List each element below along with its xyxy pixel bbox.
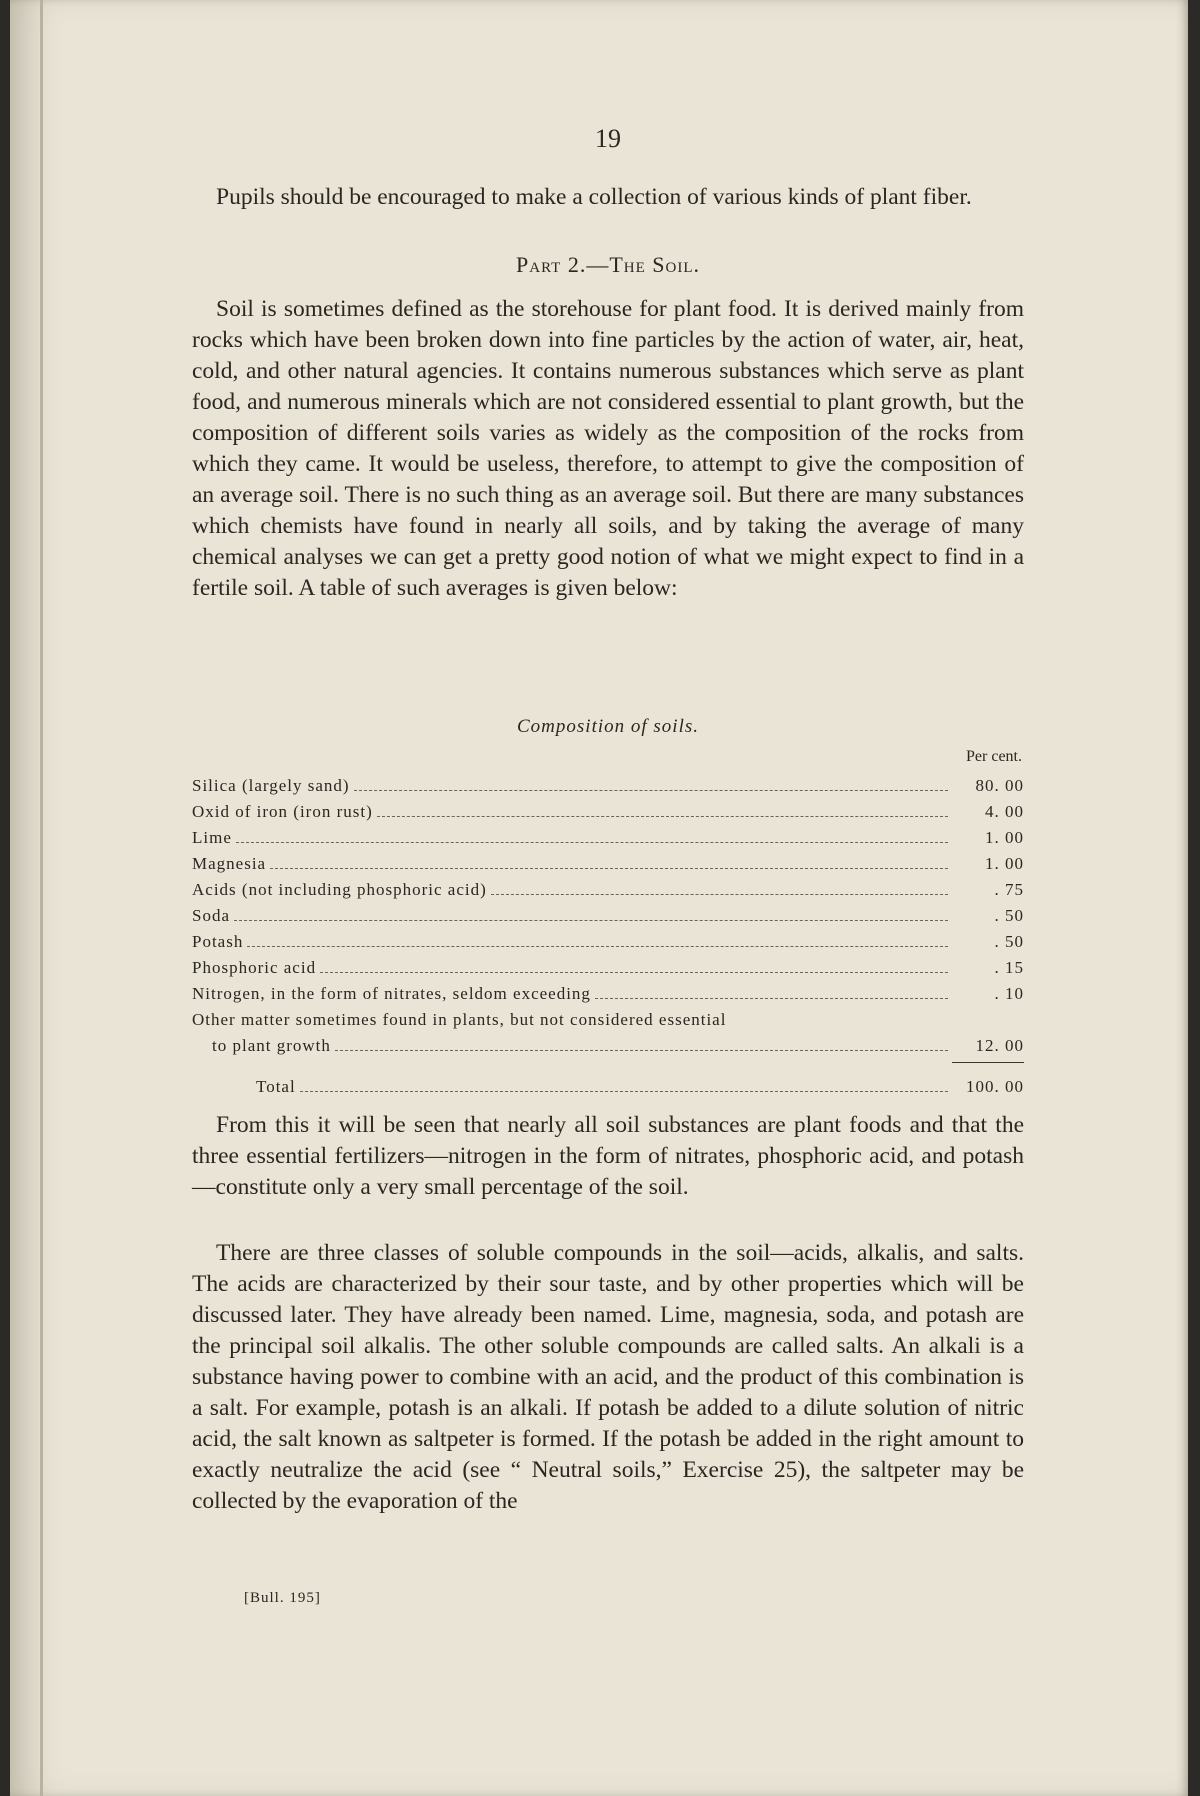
leader-dots: [320, 971, 948, 973]
row-label: Potash: [192, 932, 244, 951]
row-label: Lime: [192, 828, 232, 847]
section-heading: Part 2.—The Soil.: [516, 252, 700, 277]
row-label: Silica (largely sand): [192, 776, 350, 795]
row-label: Phosphoric acid: [192, 958, 317, 977]
leader-dots: [234, 919, 948, 921]
binding-gutter: [40, 0, 43, 1796]
table-caption: Composition of soils.: [517, 716, 699, 737]
row-value: . 50: [994, 906, 1024, 925]
row-label: Magnesia: [192, 854, 267, 873]
fertilizer-paragraph: From this it will be seen that nearly all soil substances are plant foods and that the three essential fertilizers—nitrogen in the form of nitrates, phosphoric acid, and potash—constitute only a very small percentage of the soil.: [192, 1112, 1024, 1200]
book-page: [10, 0, 1188, 1796]
intro-paragraph: Pupils should be encouraged to make a collection of various kinds of plant fiber.: [216, 184, 972, 210]
row-value: 12. 00: [975, 1036, 1024, 1055]
row-label: Oxid of iron (iron rust): [192, 802, 373, 821]
composition-table: [192, 716, 1024, 1097]
row-value: 80. 00: [975, 776, 1024, 795]
leader-dots: [595, 997, 948, 999]
row-label: Nitrogen, in the form of nitrates, seldom exceeding: [192, 984, 591, 1003]
table-row: [192, 770, 1024, 796]
row-value: 1. 00: [985, 828, 1024, 847]
leader-dots: [335, 1049, 948, 1051]
row-value: 4. 00: [985, 802, 1024, 821]
row-value: . 15: [994, 958, 1024, 977]
row-value: . 75: [994, 880, 1024, 899]
leader-dots: [491, 893, 948, 895]
table-row: [192, 978, 1024, 1004]
leader-dots: [247, 945, 948, 947]
table-row: [192, 900, 1024, 926]
row-label: to plant growth: [212, 1036, 331, 1055]
table-column-header: Per cent.: [966, 748, 1022, 765]
leader-dots: [236, 841, 948, 843]
soil-paragraph: Soil is sometimes defined as the storehouse for plant food. It is derived mainly from rocks which have been broken down into fine particles by the action of water, air, heat, cold, and other natural agencies. It contains numerous substances which serve as plant food, and numerous minerals which are not considered essential to plant growth, but the composition of different soils varies as widely as the composition of the rocks from which they came. It would be useless, therefore, to attempt to give the composition of an average soil. There is no such thing as an average soil. But there are many substances which chemists have found in nearly all soils, and by taking the average of many chemical analyses we can get a pretty good notion of what we might expect to find in a fertile soil. A table of such averages is given below:: [192, 296, 1024, 601]
table-row: [192, 822, 1024, 848]
leader-dots: [300, 1090, 948, 1092]
row-label: Acids (not including phosphoric acid): [192, 880, 487, 899]
table-row: [192, 926, 1024, 952]
row-value: 1. 00: [985, 854, 1024, 873]
row-value: . 10: [994, 984, 1024, 1003]
total-value: 100. 00: [966, 1077, 1024, 1096]
leader-dots: [354, 789, 948, 791]
total-label: Total: [256, 1077, 296, 1096]
total-rule: [952, 1062, 1024, 1071]
table-row: [192, 952, 1024, 978]
table-row-other-line1: [192, 1004, 1024, 1030]
table-row: [192, 874, 1024, 900]
table-row: [192, 796, 1024, 822]
compounds-paragraph: There are three classes of soluble compounds in the soil—acids, alkalis, and salts. The acids are characterized by their sour taste, and by other properties which will be discussed later. They have already been named. Lime, magnesia, soda, and potash are the principal soil alkalis. The other soluble compounds are called salts. An alkali is a substance having power to combine with an acid, and the product of this combination is a salt. For example, potash is an alkali. If potash be added to a dilute solution of nitric acid, the salt known as saltpeter is formed. If the potash be added in the right amount to exactly neutralize the acid (see “ Neutral soils,” Exercise 25), the saltpeter may be collected by the evaporation of the: [192, 1240, 1024, 1514]
row-label: Other matter sometimes found in plants, but not considered essential: [192, 1010, 727, 1029]
leader-dots: [270, 867, 948, 869]
table-row: [192, 848, 1024, 874]
row-value: . 50: [994, 932, 1024, 951]
table-row-other-line2: [192, 1030, 1024, 1056]
page-number: 19: [595, 124, 621, 153]
leader-dots: [377, 815, 948, 817]
bulletin-footer: [Bull. 195]: [244, 1590, 321, 1606]
row-label: Soda: [192, 906, 230, 925]
table-total-row: [192, 1071, 1024, 1097]
